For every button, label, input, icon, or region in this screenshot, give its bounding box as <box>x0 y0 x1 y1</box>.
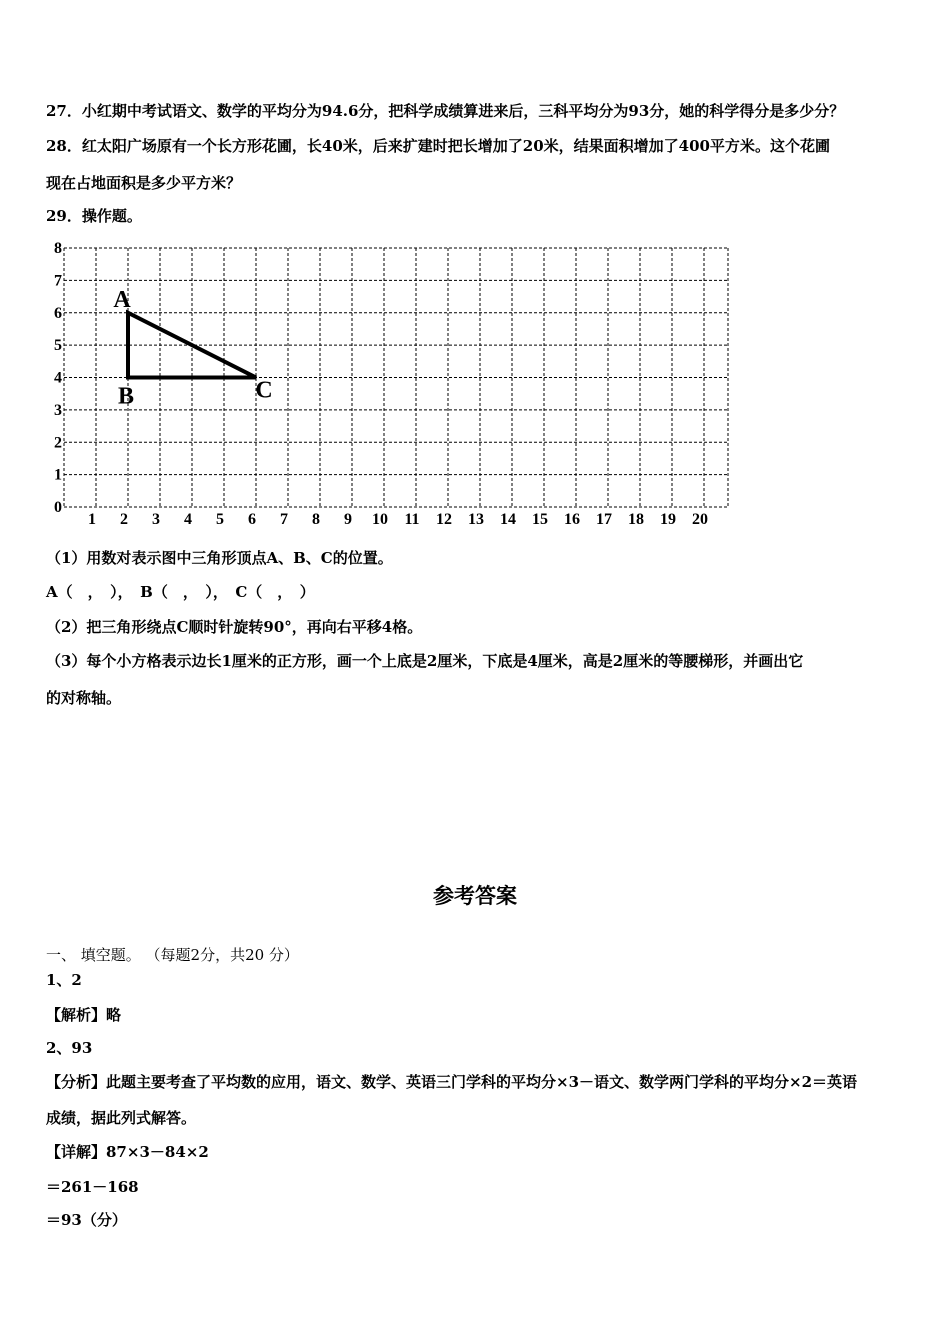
x-axis-label: 2 <box>120 511 128 528</box>
answer-2-detail: 【详解】87×3－84×2 <box>46 1143 209 1161</box>
vertex-label-b: B <box>117 383 135 410</box>
x-axis-label: 5 <box>216 511 224 528</box>
answer-2-step2: ＝93（分） <box>46 1211 127 1229</box>
answers-section-heading: 一、 填空题。 （每题2分，共20 分） <box>46 946 299 964</box>
coordinate-grid <box>0 0 950 540</box>
question-28-line2: 现在占地面积是多少平方米？ <box>46 174 242 192</box>
y-axis-label: 8 <box>54 240 62 257</box>
x-axis-label: 11 <box>404 511 420 528</box>
x-axis-label: 6 <box>248 511 256 528</box>
y-axis-label: 5 <box>54 337 62 355</box>
question-29-part3-line2: 的对称轴。 <box>46 689 122 707</box>
y-axis-label: 4 <box>54 369 62 387</box>
answers-title: 参考答案 <box>433 883 517 908</box>
x-axis-label: 10 <box>372 511 388 528</box>
x-axis-label: 7 <box>280 511 288 528</box>
y-axis-label: 7 <box>54 272 62 290</box>
x-axis-label: 18 <box>628 511 644 528</box>
x-axis-label: 13 <box>468 511 484 528</box>
x-axis-label: 16 <box>564 511 580 528</box>
question-29: 29．操作题。 <box>46 207 142 225</box>
x-axis-label: 1 <box>88 511 96 528</box>
question-29-part2: （2）把三角形绕点C顺时针旋转90°，再向右平移4格。 <box>46 618 423 636</box>
x-axis-label: 3 <box>152 511 160 528</box>
answer-2: 2、93 <box>46 1039 93 1057</box>
question-29-part1-blanks: A（ ， ）， B（ ， ）， C（ ， ） <box>46 583 315 601</box>
x-axis-label: 9 <box>344 511 352 528</box>
question-29-part3-line1: （3）每个小方格表示边长1厘米的正方形，画一个上底是2厘米，下底是4厘米，高是2厘米的等腰梯形，并画出它 <box>46 652 804 670</box>
question-27: 27．小红期中考试语文、数学的平均分为94.6分，把科学成绩算进来后，三科平均分为93分，她的科学得分是多少分？ <box>46 102 845 120</box>
x-axis-label: 12 <box>436 511 452 528</box>
x-axis-label: 17 <box>596 511 612 528</box>
y-axis-label: 6 <box>54 304 62 322</box>
x-axis-label: 8 <box>312 511 320 528</box>
y-axis-label: 2 <box>54 434 62 452</box>
y-axis-label: 3 <box>54 401 62 419</box>
y-axis-label: 0 <box>54 499 62 516</box>
x-axis-label: 19 <box>660 511 676 528</box>
y-axis-label: 1 <box>54 466 62 484</box>
x-axis-label: 4 <box>184 511 192 528</box>
vertex-label-a: A <box>113 286 131 313</box>
answer-2-analysis-line1: 【分析】此题主要考查了平均数的应用，语文、数学、英语三门学科的平均分×3－语文、数学两门学科的平均分×2＝英语 <box>46 1073 858 1091</box>
answer-1-analysis: 【解析】略 <box>46 1006 122 1024</box>
answer-1: 1、2 <box>46 971 82 989</box>
x-axis-label: 20 <box>692 511 708 528</box>
x-axis-label: 14 <box>500 511 516 528</box>
question-29-part1: （1）用数对表示图中三角形顶点A、B、C的位置。 <box>46 549 393 567</box>
vertex-label-c: C <box>255 377 273 404</box>
question-28-line1: 28．红太阳广场原有一个长方形花圃，长40米，后来扩建时把长增加了20米，结果面积增加了400平方米。这个花圃 <box>46 137 830 155</box>
answer-2-analysis-line2: 成绩，据此列式解答。 <box>46 1109 197 1127</box>
x-axis-label: 15 <box>532 511 548 528</box>
answer-2-step1: ＝261－168 <box>46 1178 139 1196</box>
